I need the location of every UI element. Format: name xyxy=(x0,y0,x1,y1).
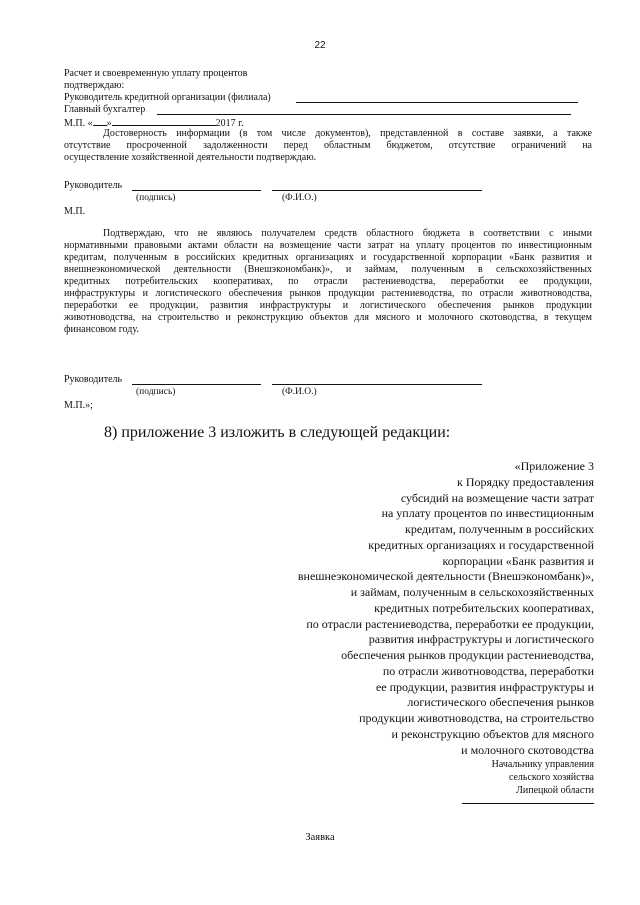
chief-accountant-line xyxy=(157,114,571,115)
confirm-line-1: Расчет и своевременную уплату процентов xyxy=(64,68,248,79)
appendix-line: и реконструкцию объектов для мясного xyxy=(391,726,594,741)
confirm2-line-8: животноводства, на строительство и реконструкцию объектов для мясного и молочного скотоводства, в текущем xyxy=(64,312,592,323)
sign2-signature-caption: (подпись) xyxy=(136,387,176,397)
mp-year: 2017 г. xyxy=(215,118,244,129)
appendix-line: развития инфраструктуры и логистического xyxy=(368,632,594,647)
confirm2-line-7: переработки ее продукции, развития инфраструктуры и логистического обеспечения рынков продукции xyxy=(64,300,592,311)
mp-prefix: М.П. « xyxy=(64,118,93,129)
appendix-line: по отрасли животноводства, переработки xyxy=(382,663,594,678)
sign2-fio-caption: (Ф.И.О.) xyxy=(282,387,317,397)
sign1-signature-line xyxy=(132,190,261,191)
section-8-heading: 8) приложение 3 изложить в следующей редакции: xyxy=(104,424,451,441)
addressee-line: Начальнику управления xyxy=(491,759,594,770)
appendix-line: на уплату процентов по инвестиционным xyxy=(381,506,594,521)
appendix-line: «Приложение 3 xyxy=(514,459,594,473)
appendix-header xyxy=(298,459,594,758)
confirm2-line-9: финансовом году. xyxy=(64,324,139,335)
page-number: 22 xyxy=(314,40,326,51)
sign2-signature-line xyxy=(132,384,261,385)
sign1-head-label: Руководитель xyxy=(64,180,123,191)
sign1-fio-line xyxy=(272,190,482,191)
reliability-line-1: Достоверность информации (в том числе документов), представленной в составе заявки, а также xyxy=(103,128,592,139)
head-org-label: Руководитель кредитной организации (филиала) xyxy=(64,92,271,103)
appendix-line: обеспечения рынков продукции растениеводства, xyxy=(341,648,594,662)
month-blank xyxy=(112,116,216,126)
confirm2-line-6: инфраструктуры и логистического обеспечения рынков продукции растениеводства, по отрасли животноводства, xyxy=(64,288,592,299)
confirm-line-2: подтверждаю: xyxy=(64,80,125,91)
mp-quote: » xyxy=(106,118,112,129)
appendix-line: ее продукции, развития инфраструктуры и xyxy=(375,679,594,694)
confirm2-line-4: внешнеэкономической деятельности (Внешэкономбанк)», и займам, полученным в сельскохозяйственных xyxy=(64,264,592,275)
reliability-line-2: отсутствие просроченной задолженности перед областным бюджетом, отсутствие ограничений на xyxy=(64,140,592,151)
addressee-line: Липецкой области xyxy=(516,785,594,796)
appendix-line: и молочного скотоводства xyxy=(461,742,594,757)
appendix-line: по отрасли растениеводства, переработки ее продукции, xyxy=(306,616,594,631)
appendix-line: продукции животноводства, на строительство xyxy=(359,711,594,725)
sign2-mp: М.П.»; xyxy=(64,400,93,411)
appendix-line: корпорации «Банк развития и xyxy=(442,553,594,568)
appendix-line: кредитных потребительских кооперативах, xyxy=(374,600,594,615)
appendix-line: логистического обеспечения рынков xyxy=(407,695,594,710)
addressee-line: сельского хозяйства xyxy=(508,772,594,783)
reliability-line-3: осуществление хозяйственной деятельности подтверждаю. xyxy=(64,152,317,163)
appendix-line: и займам, полученным в сельскохозяйственных xyxy=(350,585,594,599)
sign2-fio-line xyxy=(272,384,482,385)
confirm2-line-3: кредитам, полученным в российских кредитных организациях и государственной корпорации «Банк развития и xyxy=(64,252,592,263)
sign1-signature-caption: (подпись) xyxy=(136,193,176,203)
sign1-mp: М.П. xyxy=(64,206,86,217)
appendix-line: кредитам, полученным в российских xyxy=(405,522,594,536)
sign1-fio-caption: (Ф.И.О.) xyxy=(282,193,317,203)
appendix-line: внешнеэкономической деятельности (Внешэкономбанк)», xyxy=(297,569,594,584)
head-org-line xyxy=(296,102,578,103)
confirm2-line-2: нормативными правовыми актами области на возмещение части затрат на уплату процентов по инвестиционным xyxy=(64,240,592,251)
appendix-line: к Порядку предоставления xyxy=(456,474,594,489)
addressee-line-blank xyxy=(462,803,594,804)
application-title: Заявка xyxy=(305,832,335,843)
chief-accountant-label: Главный бухгалтер xyxy=(64,104,146,115)
confirm2-line-1: Подтверждаю, что не являюсь получателем средств областного бюджета в соответствии с иными xyxy=(103,228,592,239)
appendix-line: кредитных организациях и государственной xyxy=(368,537,594,552)
day-blank xyxy=(93,116,107,126)
appendix-line: субсидий на возмещение части затрат xyxy=(400,490,594,505)
addressee-block xyxy=(492,758,594,797)
sign2-head-label: Руководитель xyxy=(64,374,123,385)
confirm2-line-5: кредитных потребительских кооперативах, по отрасли растениеводства, переработки ее продукции, xyxy=(64,276,592,287)
